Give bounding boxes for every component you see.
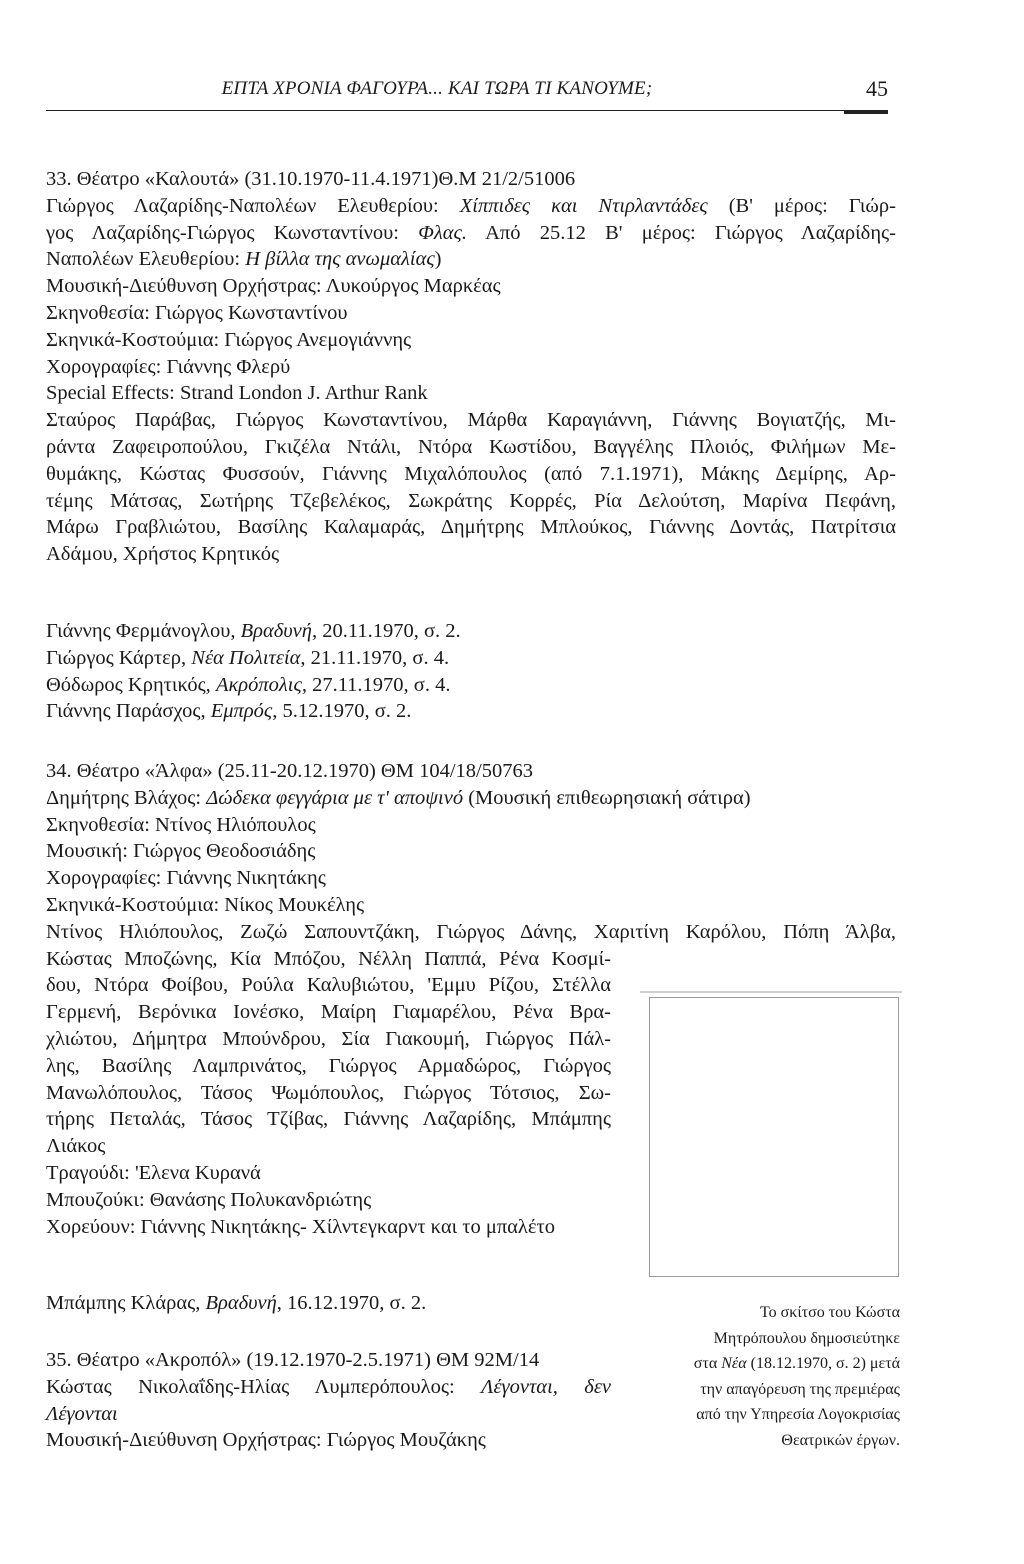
entry-33 [46,166,896,568]
entry-34-bouzouki: Μπουζούκι: Θανάσης Πολυκανδριώτης [46,1188,372,1211]
entry-33-heading: 33. Θέατρο «Καλουτά» (31.10.1970-11.4.1971)Θ.Μ 21/2/51006 [46,168,576,190]
running-header [46,76,888,111]
review-citation: Μπάμπης Κλάρας, Βραδυνή, 16.12.1970, σ. 2. [46,1292,427,1314]
review-citation: Θόδωρος Κρητικός, Ακρόπολις, 27.11.1970, σ. 4. [46,673,451,696]
entry-34-choreography: Χορογραφίες: Γιάννης Νικητάκης [46,867,326,890]
entry-33-direction: Σκηνοθεσία: Γιώργος Κωνσταντίνου [46,301,348,324]
entry-33-cast-line: ράντα Ζαφειροπούλου, Γκιζέλα Ντάλι, Ντόρα Κωστίδου, Βαγγέλης Πλοιός, Φιλήμων Με- [46,435,896,458]
entry-33-title-line: Γιώργος Λαζαρίδης-Ναπολέων Ελευθερίου: Χίππιδες και Ντιρλαντάδες (Β' μέρος: Γιώρ- [46,194,896,217]
entry-34-cast-line: Γερμενή, Βερόνικα Ιονέσκο, Μαίρη Γιαμαρέλου, Ρένα Βρα- [46,1001,611,1024]
figure-top-rule [640,991,902,993]
entry-34-dancers: Χορεύουν: Γιάννης Νικητάκης- Χίλντεγκαρντ και το μπαλέτο [46,1215,555,1238]
entry-34-cast-line: χλιώτου, Δήμητρα Μπούνδρου, Σία Γιακουμή, Γιώργος Πάλ- [46,1027,611,1050]
entry-33-cast-line: Σταύρος Παράβας, Γιώργος Κωνσταντίνου, Μάρθα Καραγιάννη, Γιάννης Βογιατζής, Μι- [46,409,896,432]
entry-33-reviews [46,618,896,725]
sketch-figure-frame [649,997,899,1277]
entry-34-music: Μουσική: Γιώργος Θεοδοσιάδης [46,840,316,863]
entry-33-title-line: γος Λαζαρίδης-Γιώργος Κωνσταντίνου: Φλας. Από 25.12 Β' μέρος: Γιώργος Λαζαρίδης- [46,221,896,244]
entry-35-music: Μουσική-Διεύθυνση Ορχήστρας: Γιώργος Μουζάκης [46,1429,486,1452]
figure-caption: Το σκίτσο του Κώστα Μητρόπουλου δημοσιεύτηκε στα Νέα (18.12.1970, σ. 2) μετά την απαγόρευση της πρεμιέρας από την Υπηρεσία Λογοκρισίας Θεατρικών έργων. [693,1304,900,1449]
page-number-rule [844,111,888,114]
running-title: ΕΠΤΑ ΧΡΟΝΙΑ ΦΑΓΟΥΡΑ... ΚΑΙ ΤΩΡΑ ΤΙ ΚΑΝΟΥΜΕ; [221,78,653,99]
entry-34-sets: Σκηνικά-Κοστούμια: Νίκος Μουκέλης [46,893,365,916]
entry-33-title-line: Ναπολέων Ελευθερίου: Η βίλλα της ανωμαλίας) [46,248,442,271]
entry-33-cast-line: Αδάμου, Χρήστος Κρητικός [46,543,280,566]
entry-34-cast-line: δου, Ντόρα Φοίβου, Ρούλα Καλυβιώτου, 'Εμμυ Ρίζου, Στέλλα [46,974,611,997]
entry-33-music: Μουσική-Διεύθυνση Ορχήστρας: Λυκούργος Μαρκέας [46,275,501,298]
entry-34-cast-line: Κώστας Μποζώνης, Κία Μπόζου, Νέλλη Παππά, Ρένα Κοσμί- [46,947,611,970]
entry-34-heading: 34. Θέατρο «Άλφα» (25.11-20.12.1970) ΘΜ 104/18/50763 [46,760,533,782]
entry-34-cast-line: Μανωλόπουλος, Τάσος Ψωμόπουλος, Γιώργος Τότσιος, Σω- [46,1081,611,1104]
entry-34-song: Τραγούδι: 'Ελενα Κυρανά [46,1161,261,1184]
entry-33-sets: Σκηνικά-Κοστούμια: Γιώργος Ανεμογιάννης [46,328,412,351]
entry-34-direction: Σκηνοθεσία: Ντίνος Ηλιόπουλος [46,813,316,836]
review-citation: Γιάννης Παράσχος, Εμπρός, 5.12.1970, σ. 2. [46,700,412,723]
entry-34-cast-line: Ντίνος Ηλιόπουλος, Ζωζώ Σαπουντζάκη, Γιώργος Δάνης, Χαριτίνη Καρόλου, Πόπη Άλβα, [46,920,896,943]
entry-34-cast-line: Λιάκος [46,1135,106,1158]
entry-35-title-line: Λέγονται [46,1402,118,1425]
entry-35-title-line: Κώστας Νικολαΐδης-Ηλίας Λυμπερόπουλος: Λέγονται, δεν [46,1375,611,1398]
entry-33-cast-line: Μάρω Γραβλιώτου, Βασίλης Καλαμαράς, Δημήτρης Μπλούκος, Γιάννης Δοντάς, Πατρίτσια [46,516,896,539]
entry-33-choreography: Χορογραφίες: Γιάννης Φλερύ [46,355,291,378]
entry-33-cast-line: τέμης Μάτσας, Σωτήρης Τζεβελέκος, Σωκράτης Κορρές, Ρία Δελούτση, Μαρίνα Πεφάνη, [46,489,896,512]
entry-33-cast-line: θυμάκης, Κώστας Φυσσούν, Γιάννης Μιχαλόπουλος (από 7.1.1971), Μάκης Δεμίρης, Αρ- [46,462,896,485]
page-number: 45 [866,76,888,101]
entry-35-heading: 35. Θέατρο «Ακροπόλ» (19.12.1970-2.5.1971) ΘΜ 92Μ/14 [46,1349,540,1371]
entry-33-effects: Special Effects: Strand London J. Arthur Rank [46,382,428,405]
entry-35 [46,1347,616,1454]
entry-34-title-line: Δημήτρης Βλάχος: Δώδεκα φεγγάρια με τ' αποψινό (Μουσική επιθεωρησιακή σάτιρα) [46,786,751,809]
entry-34-cast-line: τήρης Πεταλάς, Τάσος Τζίβας, Γιάννης Λαζαρίδης, Μπάμπης [46,1108,611,1131]
review-citation: Γιώργος Κάρτερ, Νέα Πολιτεία, 21.11.1970, σ. 4. [46,646,450,669]
entry-34-cast-line: λης, Βασίλης Λαμπρινάτος, Γιώργος Αρμαδώρος, Γιώργος [46,1054,611,1077]
review-citation: Γιάννης Φερμάνογλου, Βραδυνή, 20.11.1970, σ. 2. [46,620,461,642]
